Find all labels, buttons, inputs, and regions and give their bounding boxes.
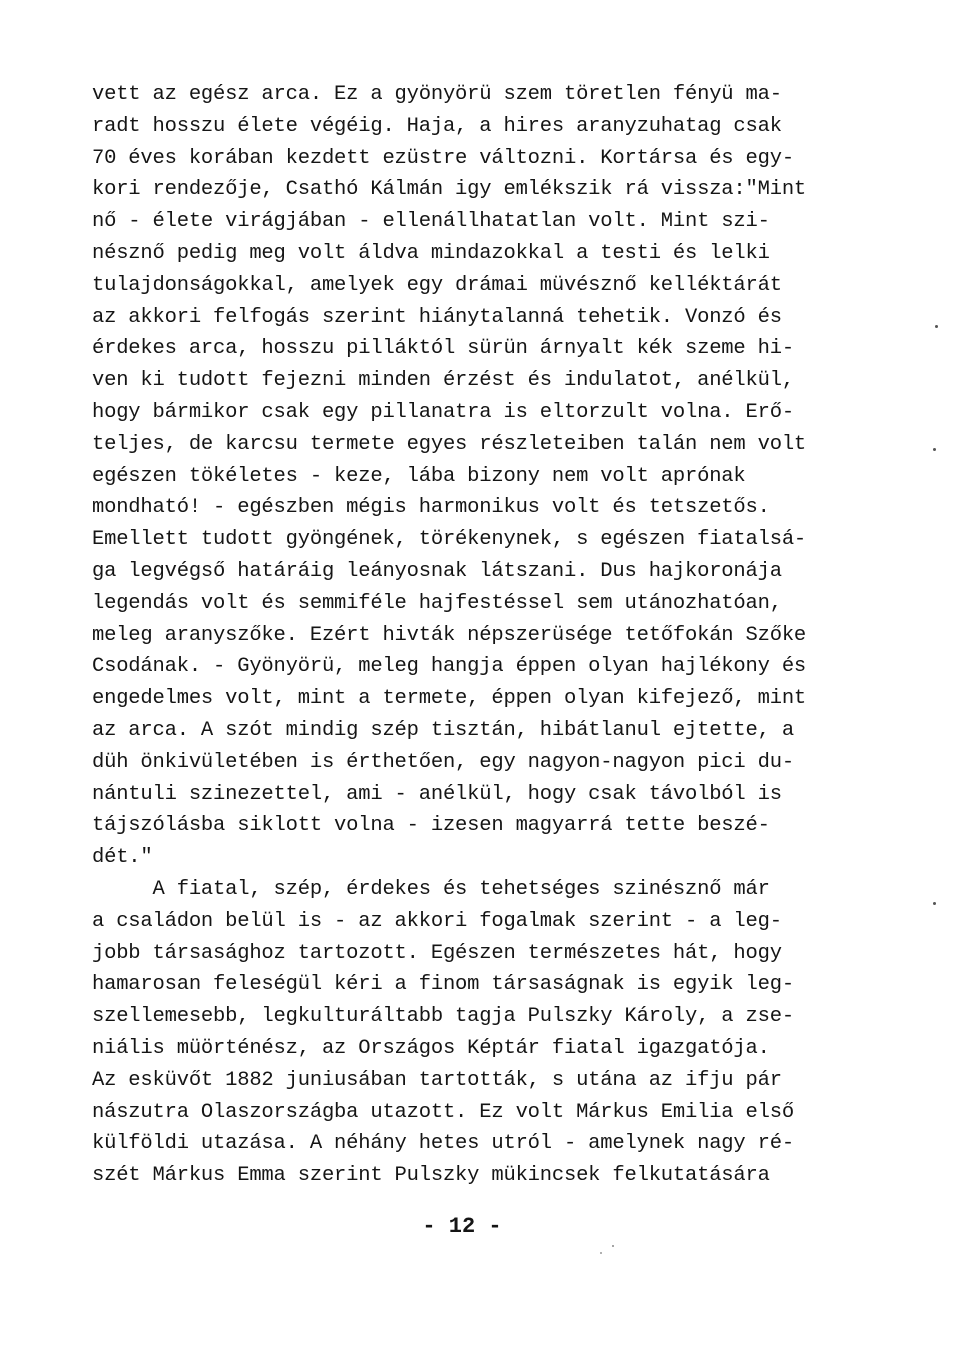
text-line: A fiatal, szép, érdekes és tehetséges szinésznő már: [92, 877, 770, 901]
text-line: vett az egész arca. Ez a gyönyörü szem töretlen fényü ma-: [92, 83, 782, 106]
text-line: ga legvégső határáig leányosnak látszani. Dus hajkoronája: [92, 559, 782, 583]
text-line: düh önkivületében is érthetően, egy nagyon-nagyon pici du-: [92, 750, 794, 774]
text-line: szellemesebb, legkulturáltabb tagja Pulszky Károly, a zse-: [92, 1005, 794, 1029]
scan-speck: [933, 902, 936, 905]
scan-speck: [612, 1245, 614, 1247]
text-line: 70 éves korában kezdett ezüstre változni. Kortársa és egy-: [92, 146, 794, 170]
page-number: - 12 -: [422, 1214, 502, 1239]
scan-speck: [600, 1252, 602, 1254]
text-line: tulajdonságokkal, amelyek egy drámai müvésznő kelléktárát: [92, 273, 782, 297]
text-line: dét.": [92, 846, 153, 870]
body-text: [92, 79, 872, 1192]
text-line: engedelmes volt, mint a termete, éppen olyan kifejező, mint: [92, 687, 807, 711]
text-line: nántuli szinezettel, ami - anélkül, hogy csak távolból is: [92, 782, 782, 806]
scan-speck: [933, 448, 936, 451]
text-line: szét Márkus Emma szerint Pulszky mükincsek felkutatására: [92, 1164, 770, 1188]
text-line: meleg aranyszőke. Ezért hivták népszerüsége tetőfokán Szőke: [92, 623, 807, 647]
text-line: tájszólásba siklott volna - izesen magyarrá tette beszé-: [92, 814, 770, 838]
text-line: radt hosszu élete végéig. Haja, a hires aranyzuhatag csak: [92, 114, 782, 138]
text-line: ven ki tudott fejezni minden érzést és indulatot, anélkül,: [92, 369, 794, 393]
text-line: külföldi utazása. A néhány hetes utról - amelynek nagy ré-: [92, 1132, 794, 1156]
text-line: hogy bármikor csak egy pillanatra is eltorzult volna. Erő-: [92, 400, 794, 424]
text-line: nésznő pedig meg volt áldva mindazokkal a testi és lelki: [92, 241, 770, 265]
text-line: jobb társasághoz tartozott. Egészen természetes hát, hogy: [92, 941, 782, 965]
text-line: legendás volt és semmiféle hajfestéssel sem utánozhatóan,: [92, 591, 782, 615]
text-line: érdekes arca, hosszu pilláktól sürün árnyalt kék szeme hi-: [92, 337, 794, 361]
text-line: niális müörténész, az Országos Képtár fiatal igazgatója.: [92, 1036, 770, 1060]
text-line: hamarosan feleségül kéri a finom társaságnak is egyik leg-: [92, 973, 794, 997]
text-line: egészen tökéletes - keze, lába bizony nem volt aprónak: [92, 464, 746, 488]
text-line: a családon belül is - az akkori fogalmak szerint - a leg-: [92, 909, 782, 933]
text-line: Emellett tudott gyöngének, törékenynek, s egészen fiatalsá-: [92, 528, 807, 552]
text-line: Az esküvőt 1882 juniusában tartották, s utána az ifju pár: [92, 1068, 782, 1092]
scan-speck: [935, 325, 938, 328]
text-line: mondható! - egészben mégis harmonikus volt és tetszetős.: [92, 496, 770, 520]
text-line: Csodának. - Gyönyörü, meleg hangja éppen olyan hajlékony és: [92, 655, 807, 679]
text-line: nászutra Olaszországba utazott. Ez volt Márkus Emilia első: [92, 1100, 794, 1124]
text-line: teljes, de karcsu termete egyes részleteiben talán nem volt: [92, 432, 807, 456]
text-line: az akkori felfogás szerint hiánytalanná tehetik. Vonzó és: [92, 305, 782, 329]
text-line: kori rendezője, Csathó Kálmán igy emlékszik rá vissza:"Mint: [92, 178, 807, 202]
text-line: nő - élete virágjában - ellenállhatatlan volt. Mint szi-: [92, 210, 770, 234]
text-line: az arca. A szót mindig szép tisztán, hibátlanul ejtette, a: [92, 718, 794, 742]
